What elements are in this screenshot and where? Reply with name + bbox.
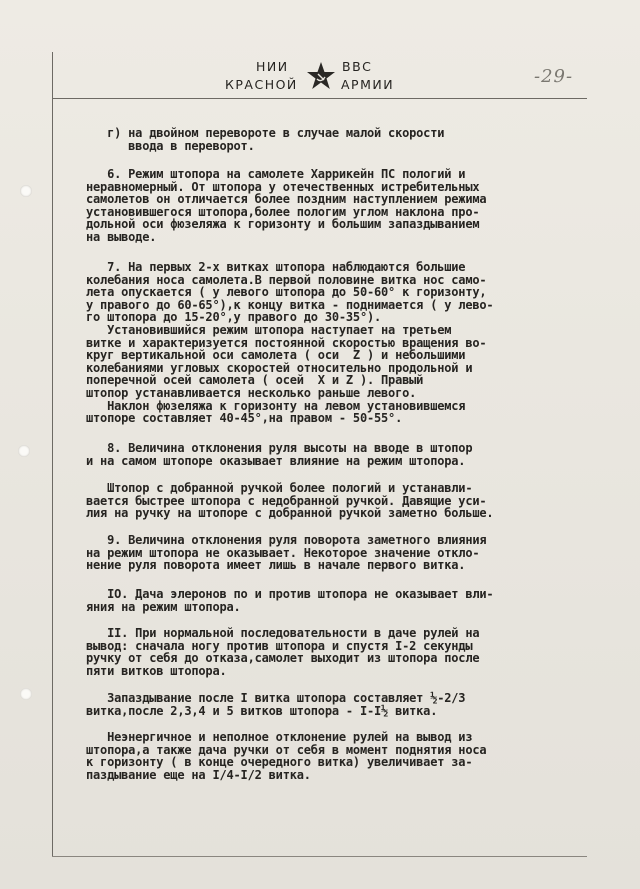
text-line: ввода в переворот.: [86, 138, 255, 153]
text-line: ручку от себя до отказа,самолет выходит из штопора после: [86, 651, 480, 666]
text-line: яния на режим штопора.: [86, 599, 241, 614]
text-line: на режим штопора не оказывает. Некоторое значение откло-: [86, 545, 480, 560]
red-star-hammer-sickle-icon: [306, 61, 336, 91]
text-line: Наклон фюзеляжа к горизонту на левом установившемся: [86, 398, 466, 413]
text-line: IO. Дача элеронов по и против штопора не оказывает вли-: [86, 587, 494, 601]
text-line: 7. На первых 2-х витках штопора наблюдаются большие: [86, 260, 466, 274]
paragraph-6: [86, 168, 586, 244]
text-line: у правого до 60-65°),к концу витка - поднимается ( у лево-: [86, 297, 494, 312]
text-line: Запаздывание после I витка штопора составляет ½-2/3: [86, 691, 466, 705]
org-line1-right: ВВС: [342, 59, 373, 74]
text-line: го штопора до 15-20°,у правого до 30-35°).: [86, 310, 382, 325]
page-number: -29-: [534, 66, 574, 87]
paragraph-11: [86, 627, 586, 677]
text-line: паздывание еще на I/4-I/2 витка.: [86, 767, 311, 782]
paragraph-9: [86, 534, 586, 572]
text-line: 6. Режим штопора на самолете Харрикейн ПС пологий и: [86, 167, 466, 181]
margin-line-vertical: [52, 52, 53, 857]
text-line: штопор устанавливается несколько раньше левого.: [86, 385, 417, 400]
text-line: вается быстрее штопора с недобранной ручкой. Давящие уси-: [86, 493, 487, 508]
letterhead: [222, 56, 412, 96]
punch-hole: [20, 185, 32, 197]
text-line: неравномерный. От штопора у отечественных истребительных: [86, 179, 480, 194]
text-line: колебаниями угловых скоростей относительно продольной и: [86, 360, 473, 375]
text-line: г) на двойном перевороте в случае малой скорости: [86, 126, 445, 140]
text-line: витке и характеризуется постоянной скоростью вращения во-: [86, 335, 487, 350]
text-line: вывод: сначала ногу против штопора и спустя I-2 секунды: [86, 638, 473, 653]
text-line: установившегося штопора,более пологим углом наклона про-: [86, 204, 480, 219]
paragraph-11b: [86, 692, 586, 717]
text-line: к горизонту ( в конце очередного витка) увеличивает за-: [86, 755, 473, 770]
text-line: самолетов он отличается более поздним наступлением режима: [86, 192, 487, 207]
text-line: лета опускается ( у левого штопора до 50-60° к горизонту,: [86, 285, 487, 300]
text-line: дольной оси фюзеляжа к горизонту и большим запаздыванием: [86, 217, 480, 232]
punch-hole: [18, 445, 30, 457]
text-line: колебания носа самолета.В первой половине витка нос само-: [86, 272, 487, 287]
org-line2-right: АРМИИ: [341, 77, 395, 92]
text-line: витка,после 2,3,4 и 5 витков штопора - I-I½ витка.: [86, 703, 438, 718]
paragraph-11c: [86, 731, 586, 781]
punch-hole: [20, 688, 32, 700]
text-line: нение руля поворота имеет лишь в начале первого витка.: [86, 558, 466, 573]
text-line: круг вертикальной оси самолета ( оси Z ) и небольшими: [86, 348, 466, 363]
org-line2-left: КРАСНОЙ: [225, 77, 298, 92]
text-line: лия на ручку на штопоре с добранной ручкой заметно больше.: [86, 506, 494, 521]
footer-rule: [52, 856, 587, 857]
text-line: и на самом штопоре оказывает влияние на режим штопора.: [86, 453, 466, 468]
text-line: на выводе.: [86, 229, 157, 244]
paragraph-7: [86, 261, 586, 425]
paragraph-g: [86, 127, 586, 152]
text-line: штопоре составляет 40-45°,на правом - 50-55°.: [86, 411, 403, 426]
header-rule: [52, 98, 587, 99]
paragraph-10: [86, 588, 586, 613]
text-line: 8. Величина отклонения руля высоты на вводе в штопор: [86, 441, 473, 455]
paragraph-8: [86, 442, 586, 467]
paragraph-8b: [86, 482, 586, 520]
text-line: Неэнергичное и неполное отклонение рулей на вывод из: [86, 730, 473, 744]
text-line: штопора,а также дача ручки от себя в момент поднятия носа: [86, 742, 487, 757]
text-line: поперечной осей самолета ( осей X и Z ). Правый: [86, 373, 424, 388]
text-line: пяти витков штопора.: [86, 663, 227, 678]
text-line: Установившийся режим штопора наступает на третьем: [86, 322, 452, 337]
text-line: 9. Величина отклонения руля поворота заметного влияния: [86, 533, 487, 547]
org-line1-left: НИИ: [256, 59, 289, 74]
text-line: II. При нормальной последовательности в даче рулей на: [86, 626, 480, 640]
text-line: Штопор с добранной ручкой более пологий и устанавли-: [86, 481, 473, 495]
